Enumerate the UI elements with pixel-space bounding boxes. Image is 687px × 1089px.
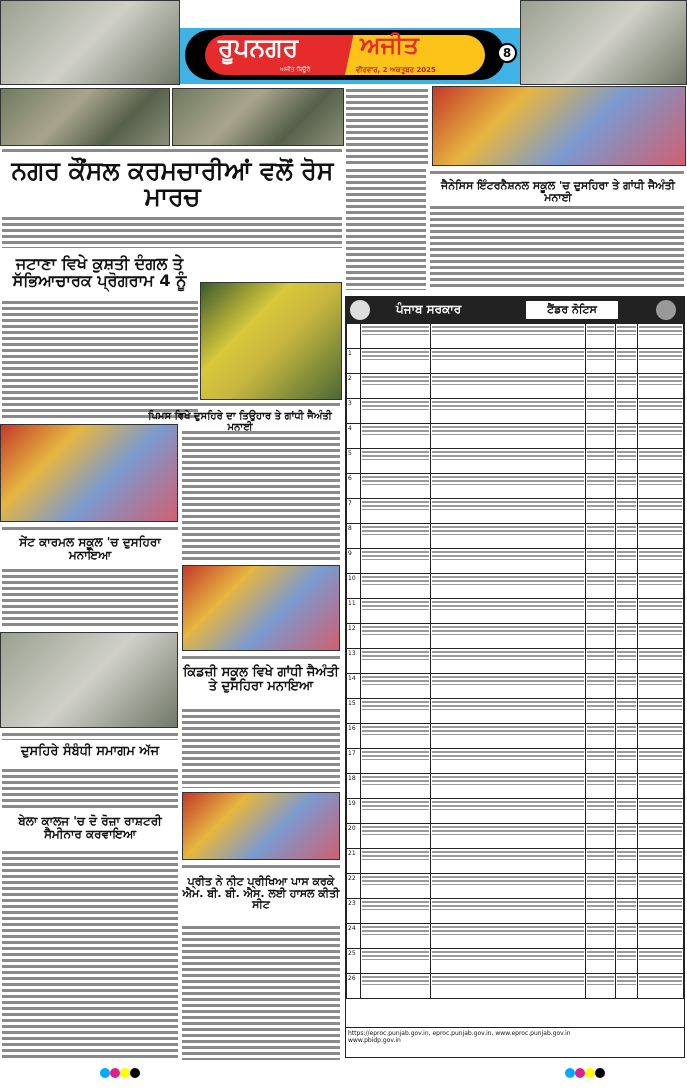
row-number: 13 [347, 649, 361, 674]
carmel-headline: ਸੇਂਟ ਕਾਰਮਲ ਸਕੂਲ 'ਚ ਦੁਸਹਿਰਾ ਮਨਾਇਆ [19, 535, 161, 562]
color-bar [585, 1068, 595, 1078]
row-number: 10 [347, 574, 361, 599]
tender-row [347, 699, 684, 724]
color-bar [565, 1068, 575, 1078]
tender-row [347, 549, 684, 574]
tender-row [347, 899, 684, 924]
samagam-headline: ਦੁਸਹਿਰੇ ਸੰਬੰਧੀ ਸਮਾਗਮ ਅੱਜ [20, 744, 160, 759]
tender-row [347, 574, 684, 599]
masthead-city: ਰੂਪਨਗਰ [218, 33, 299, 62]
tender-logo-icon [656, 300, 676, 320]
masthead-date: ਵੀਰਵਾਰ, 2 ਅਕਤੂਬਰ 2025 [356, 66, 436, 74]
row-number: 24 [347, 924, 361, 949]
preet-body [182, 925, 340, 1060]
row-number: 16 [347, 724, 361, 749]
effigy-photo [200, 282, 342, 400]
row-number: 5 [347, 449, 361, 474]
masthead-sub: ਅਜੀਤ ਬਿਊਰੋ [280, 66, 311, 73]
kidzee-caption [182, 655, 340, 661]
right-top-caption [430, 170, 684, 176]
tender-row [347, 349, 684, 374]
row-number: 9 [347, 549, 361, 574]
carmel-photo [0, 424, 178, 522]
row-number: 6 [347, 474, 361, 499]
kidzee-body [182, 708, 340, 788]
row-number: 11 [347, 599, 361, 624]
masthead-paper: ਅਜੀਤ [360, 31, 419, 59]
jainis-body [430, 205, 684, 290]
bela-headline: ਬੇਲਾ ਕਾਲਜ 'ਚ ਦੋ ਰੋਜ਼ਾ ਰਾਸ਼ਟਰੀ ਸੈਮੀਨਾਰ ਕਰਵਾਇਆ [18, 814, 162, 841]
bela-body [2, 850, 178, 1060]
masthead-photo-left [0, 0, 180, 85]
tender-row [347, 949, 684, 974]
tender-row [347, 974, 684, 999]
gov-emblem-icon [350, 300, 370, 320]
lead-headline: ਨਗਰ ਕੌਂਸਲ ਕਰਮਚਾਰੀਆਂ ਵਲੋਂ ਰੋਸ ਮਾਰਚ [11, 156, 334, 212]
color-bar [575, 1068, 585, 1078]
kushti-headline: ਜਟਾਣਾ ਵਿਖੇ ਕੁਸ਼ਤੀ ਦੰਗਲ ਤੇ ਸੱਭਿਆਚਾਰਕ ਪ੍ਰੋਗਰਾਮ 4 ਨੂੰ [12, 254, 187, 290]
tender-footer [346, 1027, 684, 1057]
row-number: 7 [347, 499, 361, 524]
preet-headline: ਪ੍ਰੀਤ ਨੇ ਨੀਟ ਪ੍ਰੀਖਿਆ ਪਾਸ ਕਰਕੇ ਐਮ. ਬੀ. ਬੀ. ਐਸ. ਲਈ ਹਾਸਲ ਕੀਤੀ ਸੀਟ [182, 875, 340, 912]
row-number: 23 [347, 899, 361, 924]
tender-row [347, 599, 684, 624]
color-bar [110, 1068, 120, 1078]
row-number: 14 [347, 674, 361, 699]
color-bar [100, 1068, 110, 1078]
lead-caption [2, 148, 342, 154]
tender-table [346, 323, 684, 999]
tender-footer-urls2[interactable]: www.pbidp.gov.in [348, 1037, 401, 1044]
row-number: 4 [347, 424, 361, 449]
tender-header [346, 297, 684, 323]
samagam-body [2, 768, 178, 810]
tender-row [347, 749, 684, 774]
tender-row [347, 374, 684, 399]
row-number: 2 [347, 374, 361, 399]
tender-notice [345, 296, 685, 1058]
tender-row [347, 824, 684, 849]
tender-row [347, 524, 684, 549]
page-number: 8 [497, 43, 517, 63]
carmel-caption [2, 526, 178, 532]
row-number: 3 [347, 399, 361, 424]
tender-row [347, 799, 684, 824]
tender-row [347, 674, 684, 699]
pims-headline: ਪਿਮਸ ਵਿਖੇ ਦੁਸਹਿਰੇ ਦਾ ਤਿਉਹਾਰ ਤੇ ਗਾਂਧੀ ਜੈਅੰਤੀ ਮਨਾਈ [148, 411, 332, 433]
row-number: 15 [347, 699, 361, 724]
tender-row [347, 474, 684, 499]
tender-row [347, 724, 684, 749]
tender-row [347, 649, 684, 674]
lead-body [2, 216, 342, 248]
kushti-body [2, 300, 198, 418]
tender-row [347, 924, 684, 949]
tender-row [347, 624, 684, 649]
tender-gov: ਪੰਜਾਬ ਸਰਕਾਰ [396, 302, 462, 316]
row-number: 20 [347, 824, 361, 849]
tender-row [347, 449, 684, 474]
tender-row [347, 774, 684, 799]
row-number: 22 [347, 874, 361, 899]
samagam-photo [0, 632, 178, 728]
preet-caption [182, 864, 340, 870]
tender-row [347, 399, 684, 424]
tender-title: ਟੈਂਡਰ ਨੋਟਿਸ [526, 301, 618, 319]
row-number: 26 [347, 974, 361, 999]
samagam-caption [2, 732, 178, 740]
row-number: 19 [347, 799, 361, 824]
preet-photo [182, 792, 340, 860]
tender-row [347, 874, 684, 899]
row-number: 8 [347, 524, 361, 549]
masthead-photo-right [520, 0, 687, 85]
color-bar [595, 1068, 605, 1078]
tender-footer-urls[interactable]: https://eproc.punjab.gov.in, eproc.punjab.gov.in, www.eproc.punjab.gov.in [348, 1030, 571, 1037]
pims-body [182, 430, 340, 562]
row-number: 25 [347, 949, 361, 974]
row-number: 21 [347, 849, 361, 874]
right-top-body [346, 88, 428, 166]
kidzee-headline: ਕਿਡਜ਼ੀ ਸਕੂਲ ਵਿਖੇ ਗਾਂਧੀ ਜੈਅੰਤੀ ਤੇ ਦੁਸਹਿਰਾ ਮਨਾਇਆ [183, 665, 339, 694]
right-col-body [346, 168, 426, 290]
tender-row [347, 424, 684, 449]
color-bar [130, 1068, 140, 1078]
tender-row [347, 849, 684, 874]
kidzee-photo [182, 565, 340, 651]
row-number: 18 [347, 774, 361, 799]
carmel-body [2, 568, 178, 628]
lead-photo-1 [0, 88, 170, 146]
row-number: 12 [347, 624, 361, 649]
row-number: 1 [347, 349, 361, 374]
color-bar [120, 1068, 130, 1078]
lead-photo-2 [172, 88, 344, 146]
jainis-headline: ਜੈਨੇਸਿਸ ਇੰਟਰਨੈਸ਼ਨਲ ਸਕੂਲ 'ਚ ਦੁਸਹਿਰਾ ਤੇ ਗਾਂਧੀ ਜੈਅੰਤੀ ਮਨਾਈ [441, 179, 675, 204]
pims-caption [182, 402, 340, 408]
right-top-photo [432, 86, 686, 166]
row-number: 17 [347, 749, 361, 774]
tender-row [347, 499, 684, 524]
